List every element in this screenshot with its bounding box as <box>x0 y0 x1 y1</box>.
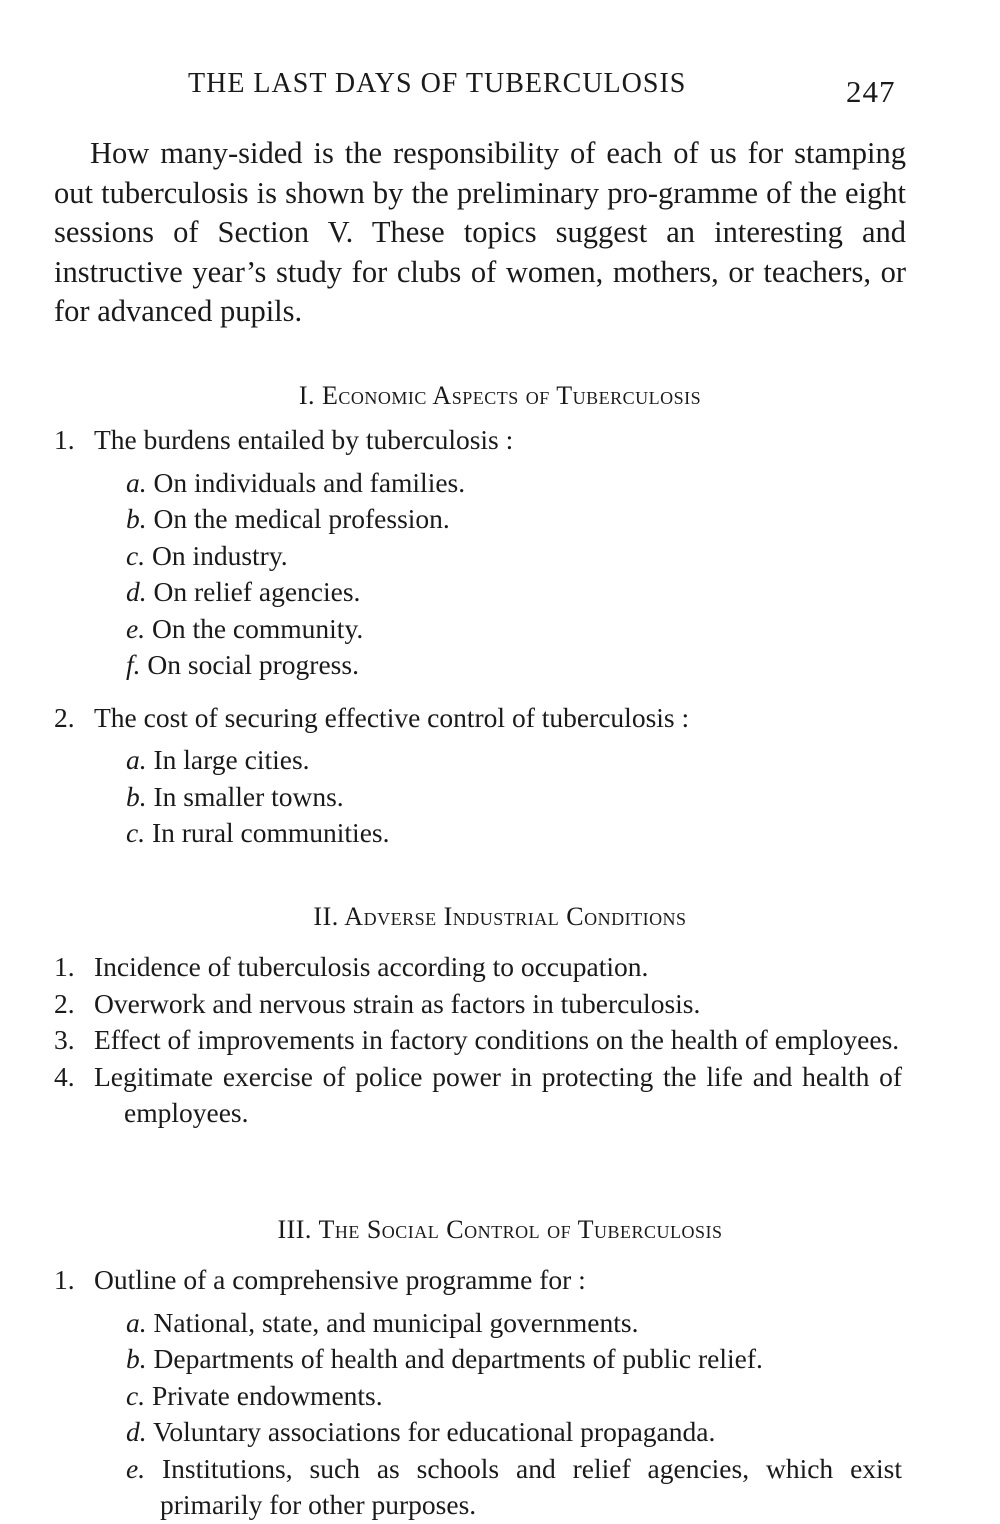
sub-item <box>126 501 902 538</box>
item-text: Outline of a comprehensive programme for : <box>94 1264 586 1295</box>
list-item <box>54 1022 902 1059</box>
section-heading: III. The Social Control of Tuberculosis <box>277 1215 723 1244</box>
sub-item <box>126 1341 902 1378</box>
item-number: 4. <box>54 1060 75 1092</box>
sub-letter: d. <box>126 576 147 607</box>
item-text: Incidence of tuberculosis according to occupation. <box>94 951 649 982</box>
sub-text: Departments of health and departments of public relief. <box>153 1343 763 1374</box>
sub-letter: a. <box>126 1306 147 1338</box>
list-item <box>54 422 902 459</box>
sub-text: Private endowments. <box>151 1379 383 1411</box>
list-item <box>54 949 902 986</box>
sub-item <box>126 1414 902 1451</box>
item-number: 1. <box>54 424 75 455</box>
item-number: 1. <box>54 951 75 982</box>
item-number: 2. <box>54 987 75 1019</box>
sub-text: On industry. <box>151 539 288 571</box>
sub-text: Voluntary associations for educational propaganda. <box>153 1416 716 1447</box>
sub-item <box>126 1378 902 1415</box>
sub-letter: d. <box>126 1416 147 1447</box>
item-number: 2. <box>54 701 75 733</box>
section-economic-aspects <box>0 376 1000 852</box>
sub-letter: e. <box>126 1452 146 1484</box>
sub-letter: c. <box>126 539 146 571</box>
sub-item <box>126 779 902 816</box>
sub-letter: c. <box>126 1379 146 1411</box>
section-heading: I. Economic Aspects of Tuberculosis <box>298 381 702 410</box>
list-item <box>54 986 902 1023</box>
item-text: Legitimate exercise of police power in protecting the life and health of employees. <box>94 1060 902 1128</box>
sub-item <box>126 465 902 502</box>
sub-text: National, state, and municipal governments. <box>153 1306 639 1338</box>
sub-letter: e. <box>126 612 146 644</box>
section-heading: II. Adverse Industrial Conditions <box>313 902 687 931</box>
sub-text: On individuals and families. <box>153 466 466 498</box>
sub-item <box>126 1305 902 1342</box>
sub-text: In smaller towns. <box>153 780 344 812</box>
item-number: 3. <box>54 1024 75 1055</box>
sub-letter: b. <box>126 503 147 534</box>
list-item <box>54 1059 902 1132</box>
sub-text: On social progress. <box>147 649 359 680</box>
sub-letter: c. <box>126 817 146 848</box>
sub-letter: a. <box>126 744 147 775</box>
sub-letter: a. <box>126 466 147 498</box>
item-text: The burdens entailed by tuberculosis : <box>94 424 514 455</box>
list-item <box>54 700 902 737</box>
sub-item <box>126 611 902 648</box>
sub-item <box>126 574 902 611</box>
sub-item <box>126 647 902 684</box>
sub-letter: f. <box>126 649 141 680</box>
intro-paragraph: How many-sided is the responsibility of each of us for stamping out tuberculosis is shown by the preliminary pro-gramme of the eight sessions of Section V. These topics suggest an interesting and instructive year’s study for clubs of women, mothers, or teachers, or for advanced pupils. <box>54 136 906 329</box>
sub-text: In large cities. <box>153 744 310 775</box>
item-text: Overwork and nervous strain as factors in tuberculosis. <box>94 987 701 1019</box>
sub-item <box>126 1451 902 1524</box>
sub-item <box>126 815 902 852</box>
sub-item <box>126 538 902 575</box>
section-social-control <box>0 1210 1000 1524</box>
sub-letter: b. <box>126 1343 147 1374</box>
sub-letter: b. <box>126 780 147 812</box>
running-head <box>0 66 1000 116</box>
item-number: 1. <box>54 1264 75 1295</box>
section-industrial-conditions <box>0 897 1000 1132</box>
page-number: 247 <box>846 74 896 109</box>
sub-text: Institutions, such as schools and relief agencies, which exist primarily for other purposes. <box>160 1452 903 1520</box>
sub-item <box>126 742 902 779</box>
item-text: The cost of securing effective control of tuberculosis : <box>94 701 690 733</box>
sub-text: On the medical profession. <box>153 503 450 534</box>
running-title: THE LAST DAYS OF TUBERCULOSIS <box>188 68 687 99</box>
sub-text: On relief agencies. <box>153 576 361 607</box>
list-item <box>54 1262 902 1299</box>
item-text: Effect of improvements in factory conditions on the health of employees. <box>94 1024 900 1055</box>
sub-text: In rural communities. <box>151 817 390 848</box>
sub-text: On the community. <box>151 612 364 644</box>
